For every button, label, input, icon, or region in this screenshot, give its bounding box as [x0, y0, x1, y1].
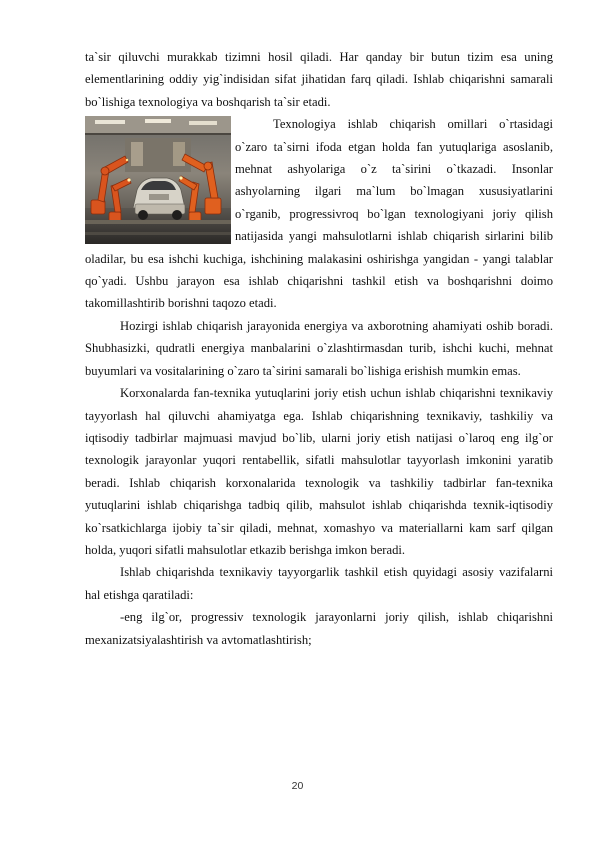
- page-number: 20: [291, 780, 304, 792]
- paragraph-2: Texnologiya ishlab chiqarish omillari o`rtasidagi o`zaro ta`sirni ifoda etgan holda fan yutuqlariga asoslanib, mehnat ashyolariga o`z ta`sirini o`tkazadi. Insonlar ashyolarning ilgari ma`lum bo`lmagan xususiyatlarini o`rganib, progressivroq bo`lgan texnologiyani joriy qilish natijasida yangi mahsulotlarni ishlab chiqarish sirlarini bilib oladilar, bu esa ishchi kuchiga, ishchining malakasini oshirishga yangidan - yangi talablar qo`yadi. Ushbu jarayon esa ishlab chiqarishni tashkil etish va boshqarishni doimo takomillashtirib borishni taqozo etadi.: [85, 117, 553, 311]
- paragraph-4: Korxonalarda fan-texnika yutuqlarini joriy etish uchun ishlab chiqarishni texnikaviy tayyorlash hal qiluvchi ahamiyatga ega. Ishlab chiqarishning texnikaviy, tashkiliy va iqtisodiy tadbirlar majmuasi mavjud bo`lib, ularni joriy etish natijasi o`laroq eng ilg`or texnologik jarayonlar yuqori rentabellik, sifatli mahsulotlar tayyorlash imkonini yaratib beradi. Ishlab chiqarish korxonalarida texnologik va tashkiliy tadbirlar fan-texnika yutuqlarini ishlab chiqarishga tadbiq qilib, mahsulot ishlab chiqarishda texnik-iqtisodiy ko`rsatkichlarga ijobiy ta`sir qiladi, mehnat, xomashyo va materiallarni kam sarf qilgan holda, yuqori sifatli mahsulotlar etkazib berishga imkon beradi.: [85, 386, 553, 557]
- body-text: [85, 46, 553, 651]
- factory-robots-photo: [85, 116, 231, 244]
- paragraph-5: Ishlab chiqarishda texnikaviy tayyorgarlik tashkil etish quyidagi asosiy vazifalarni hal etishga qaratiladi:: [85, 565, 553, 602]
- paragraph-6: -eng ilg`or, progressiv texnologik jarayonlarni joriy qilish, ishlab chiqarishni mexanizatsiyalashtirish va avtomatlashtirish;: [85, 610, 553, 647]
- paragraph-1: ta`sir qiluvchi murakkab tizimni hosil qiladi. Har qanday bir butun tizim esa uning elementlarining oddiy yig`indisidan sifat jihatidan farq qiladi. Ishlab chiqarishni samarali bo`lishiga texnologiya va boshqarish ta`sir etadi.: [85, 50, 553, 109]
- paragraph-3: Hozirgi ishlab chiqarish jarayonida energiya va axborotning ahamiyati oshib boradi. Shubhasizki, qudratli energiya manbalarini o`zlashtirmasdan turib, ishchi kuchi, mehnat buyumlari va vositalarining o`zaro ta`sirini samarali bo`lishiga erishish mumkin emas.: [85, 318, 553, 378]
